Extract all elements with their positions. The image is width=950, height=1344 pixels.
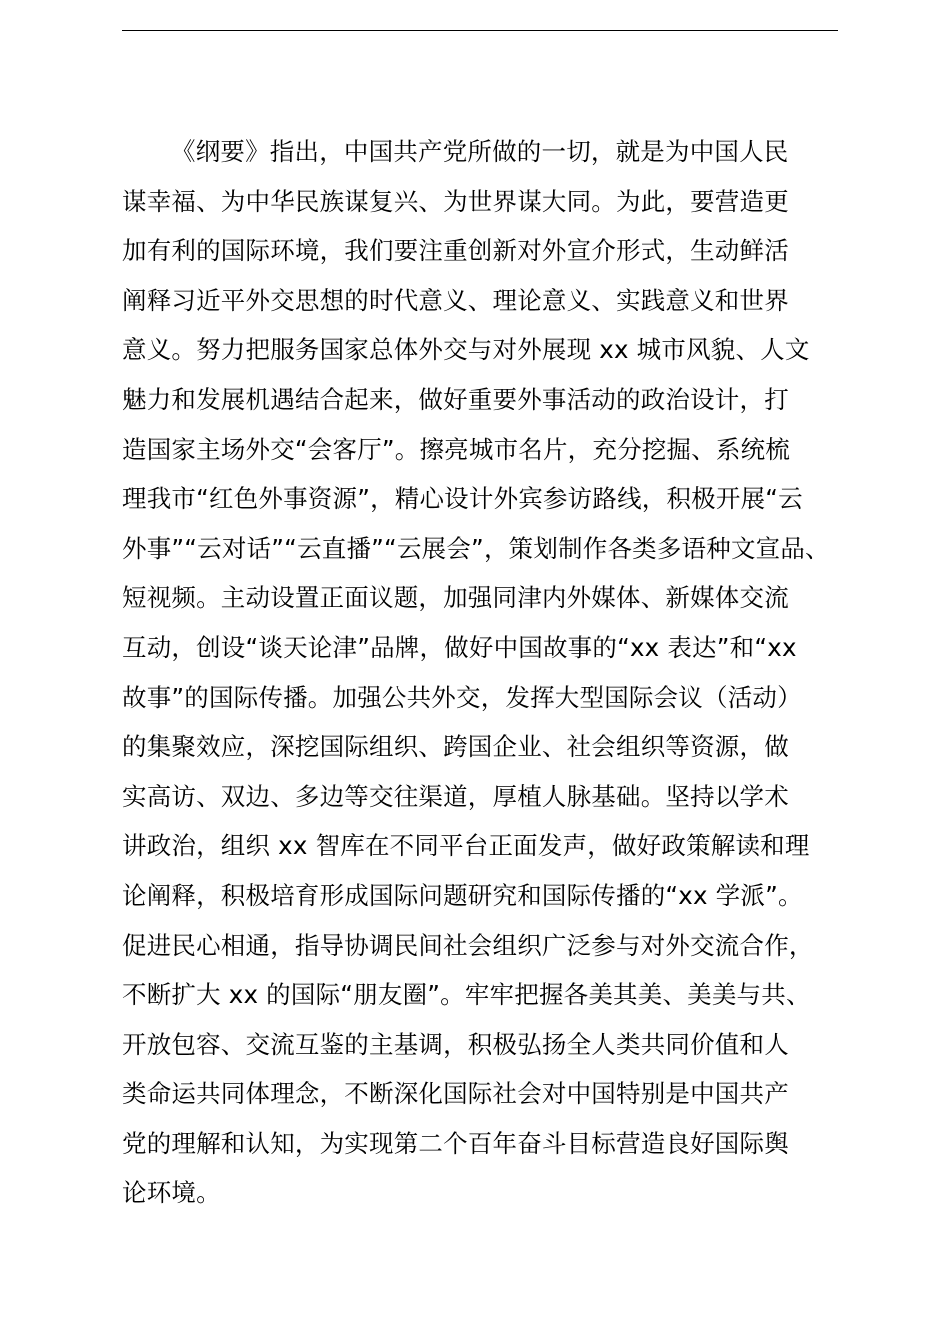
paragraph-line: 短视频。主动设置正面议题，加强同津内外媒体、新媒体交流 bbox=[122, 583, 789, 613]
paragraph-line: 论阐释，积极培育形成国际问题研究和国际传播的“xx 学派”。 bbox=[122, 880, 803, 910]
paragraph-line: 造国家主场外交“会客厅”。擦亮城市名片，充分挖掘、系统梳 bbox=[122, 434, 790, 464]
paragraph-line: 理我市“红色外事资源”，精心设计外宾参访路线，积极开展“云 bbox=[122, 484, 803, 514]
paragraph-line: 加有利的国际环境，我们要注重创新对外宣介形式，生动鲜活 bbox=[122, 236, 789, 266]
paragraph-line: 魅力和发展机遇结合起来，做好重要外事活动的政治设计，打 bbox=[122, 384, 789, 414]
header-rule bbox=[122, 30, 838, 31]
paragraph-line: 故事”的国际传播。加强公共外交，发挥大型国际会议（活动） bbox=[122, 682, 802, 712]
paragraph-line: 促进民心相通，指导协调民间社会组织广泛参与对外交流合作， bbox=[122, 930, 814, 960]
body-paragraph bbox=[122, 127, 862, 1218]
paragraph-line: 互动，创设“谈天论津”品牌，做好中国故事的“xx 表达”和“xx bbox=[122, 632, 797, 662]
paragraph-line: 谋幸福、为中华民族谋复兴、为世界谋大同。为此，要营造更 bbox=[122, 186, 789, 216]
paragraph-line: 的集聚效应，深挖国际组织、跨国企业、社会组织等资源，做 bbox=[122, 732, 789, 762]
paragraph-line: 党的理解和认知，为实现第二个百年奋斗目标营造良好国际舆 bbox=[122, 1128, 789, 1158]
paragraph-line: 论环境。 bbox=[122, 1178, 221, 1208]
paragraph-line: 阐释习近平外交思想的时代意义、理论意义、实践意义和世界 bbox=[122, 285, 789, 315]
paragraph-line: 开放包容、交流互鉴的主基调，积极弘扬全人类共同价值和人 bbox=[122, 1029, 789, 1059]
paragraph-line: 外事”“云对话”“云直播”“云展会”，策划制作各类多语种文宣品、 bbox=[122, 533, 830, 563]
paragraph-line: 意义。努力把服务国家总体外交与对外展现 xx 城市风貌、人文 bbox=[122, 335, 810, 365]
paragraph-line: 实高访、双边、多边等交往渠道，厚植人脉基础。坚持以学术 bbox=[122, 781, 789, 811]
paragraph-line: 不断扩大 xx 的国际“朋友圈”。牢牢把握各美其美、美美与共、 bbox=[122, 980, 811, 1010]
paragraph-line: 《纲要》指出，中国共产党所做的一切，就是为中国人民 bbox=[171, 137, 789, 166]
paragraph-line: 类命运共同体理念，不断深化国际社会对中国特别是中国共产 bbox=[122, 1079, 789, 1109]
paragraph-line: 讲政治，组织 xx 智库在不同平台正面发声，做好政策解读和理 bbox=[122, 831, 810, 861]
